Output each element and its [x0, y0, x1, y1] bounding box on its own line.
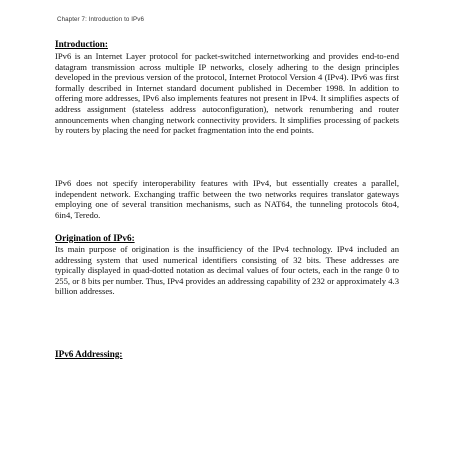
heading-ipv6-addressing: IPv6 Addressing: — [55, 349, 123, 359]
running-header: Chapter 7: Introduction to IPv6 — [57, 16, 145, 23]
heading-origination: Origination of IPv6: — [55, 233, 135, 243]
paragraph-introduction-2: IPv6 does not specify interoperability features with IPv4, but essentially creates a parallel, independent network. Exchanging traffic between the two networks requires translator gateways employing one of several transition mechanisms, such as NAT64, the tunneling protocols 6to4, 6in4, Teredo. — [55, 178, 399, 220]
paragraph-origination-1: Its main purpose of origination is the insufficiency of the IPv4 technology. IPv4 included an addressing system that used numerical identifiers consisting of 32 bits. These addresses are typically displayed in quad-dotted notation as decimal values of four octets, each in the range 0 to 255, or 8 bits per number. Thus, IPv4 provides an addressing capability of 232 or approximately 4.3 billion addresses. — [55, 244, 399, 297]
paragraph-introduction-1: IPv6 is an Internet Layer protocol for packet-switched internetworking and provides end-to-end datagram transmission across multiple IP networks, closely adhering to the design principles developed in the previous version of the protocol, Internet Protocol Version 4 (IPv4). IPv6 was first formally described in Internet standard document published in December 1998. In addition to offering more addresses, IPv6 also implements features not present in IPv4. It simplifies aspects of address assignment (stateless address autoconfiguration), network renumbering and router announcements when changing network connectivity providers. It simplifies processing of packets by routers by placing the need for packet fragmentation into the end points. — [55, 51, 399, 136]
heading-introduction: Introduction: — [55, 39, 108, 49]
